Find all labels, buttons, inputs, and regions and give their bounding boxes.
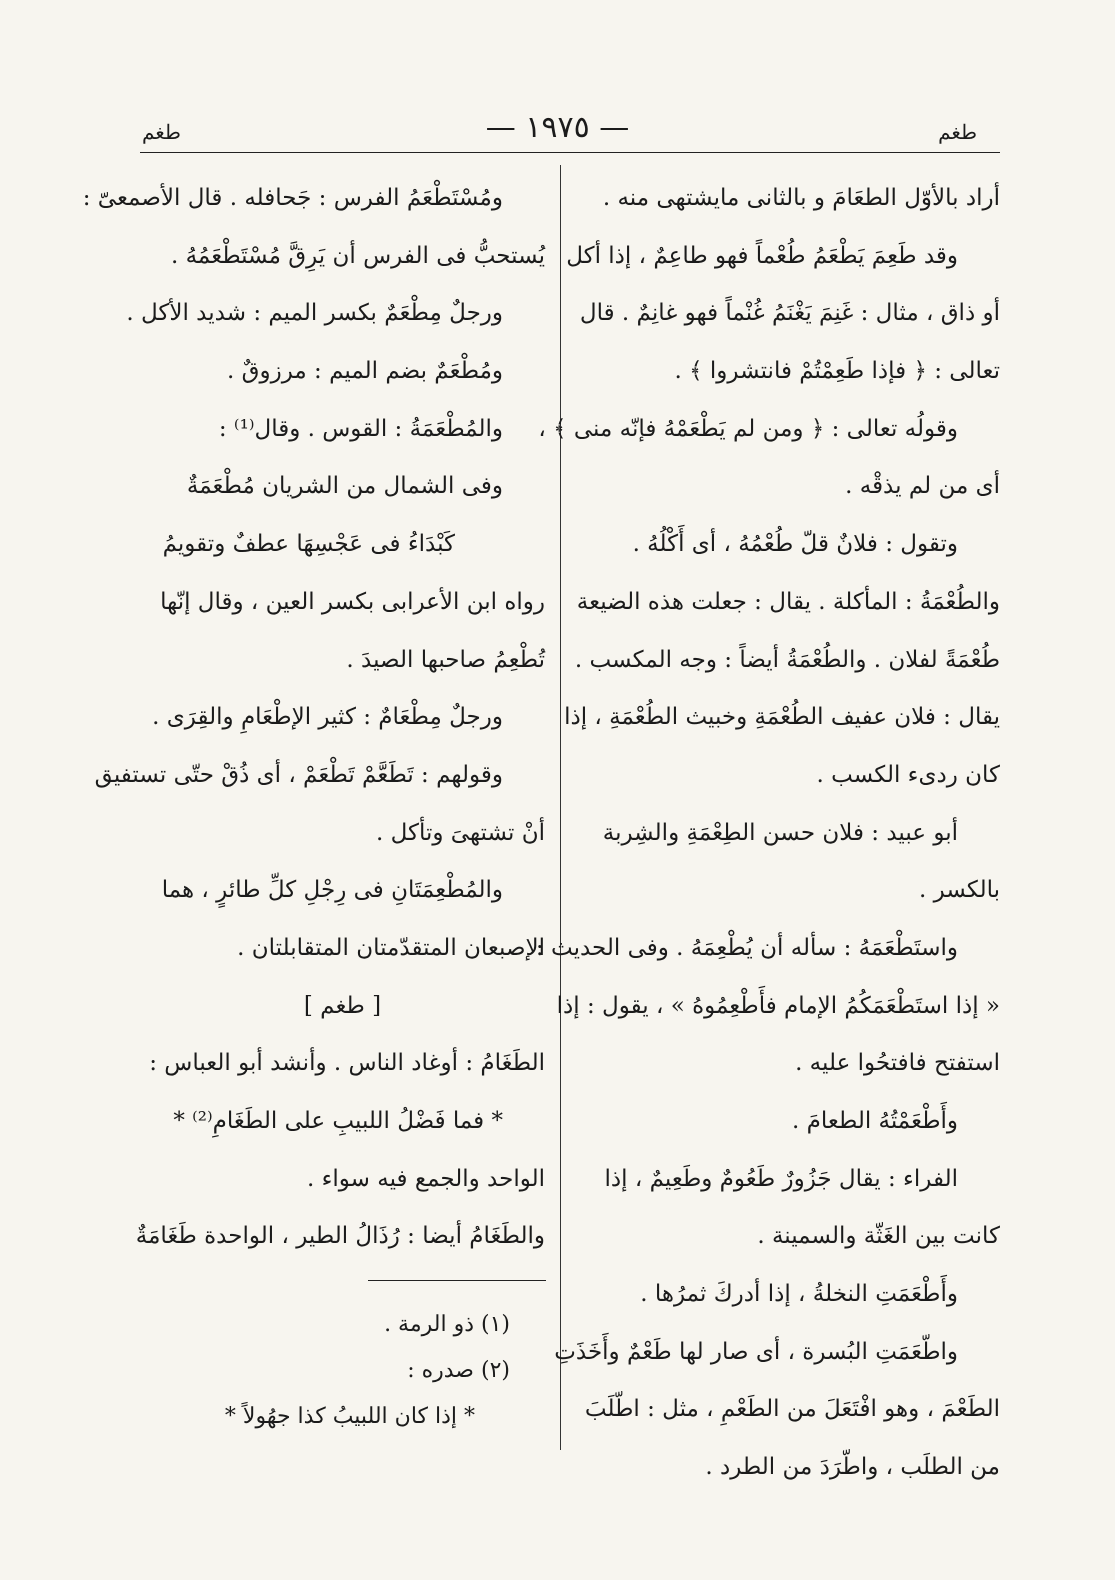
header-root-word-right: طغم — [938, 120, 977, 144]
text-line: يُستحبُّ فى الفرس أن يَرِقَّ مُسْتَطْعَمُهُ . — [170, 242, 545, 269]
text-line: الطَغَامُ : أوغاد الناس . وأنشد أبو العباس : — [149, 1050, 545, 1077]
text-line: الفراء : يقال جَزُورٌ طَعُومٌ وطَعِيمٌ ، إذا — [604, 1165, 958, 1192]
footnote-rule — [368, 1280, 546, 1281]
right-column — [535, 170, 1000, 1497]
footnote: (٢) صدره : — [407, 1358, 510, 1383]
text-line: أنْ تشتهىَ وتأكل . — [375, 819, 545, 846]
text-line: بالكسر . — [919, 877, 1000, 904]
text-line: تعالى : ﴿ فإذا طَعِمْتُمْ فانتشروا ﴾ . — [674, 358, 1000, 385]
verse-line: وفى الشمال من الشريان مُطْعَمَةٌ — [186, 473, 503, 500]
text-line: وأَطْعَمَتِ النخلةُ ، إذا أدركَ ثمرُها . — [640, 1281, 958, 1308]
text-line: والطُعْمَةُ : المأكلة . يقال : جعلت هذه الضيعة — [576, 588, 1000, 615]
text-line: « إذا استَطْعَمَكُمُ الإمام فأَطْعِمُوهُ » ، يقول : إذا — [556, 992, 1000, 1019]
text-line: رواه ابن الأعرابى بكسر العين ، وقال إنّها — [160, 588, 545, 615]
text-line: وأَطْعَمْتُهُ الطعامَ . — [791, 1108, 958, 1134]
verse-line: كَبْدَاءُ فى عَجْسِهَا عطفٌ وتقويمُ — [162, 531, 455, 558]
column-separator — [560, 165, 561, 1450]
text-line: كان ردىء الكسب . — [816, 761, 1000, 788]
text-line: أى من لم يذقْه . — [845, 473, 1000, 500]
text-line: أو ذاق ، مثال : غَنِمَ يَغْنَمُ غُنْماً فهو غانِمٌ . قال — [579, 300, 1000, 327]
text-line: والمُطْعِمَتَانِ فى رِجْلِ كلِّ طائرٍ ، هما — [161, 877, 503, 904]
text-line: ومُسْتَطْعَمُ الفرس : جَحافله . قال الأصمعىّ : — [82, 185, 503, 211]
footnotes — [140, 1302, 510, 1440]
text-line: وقولُه تعالى : ﴿ ومن لم يَطْعَمْهُ فإنّه منى ﴾ ، — [538, 415, 958, 442]
text-line: طُعْمَةً لفلان . والطُعْمَةُ أيضاً : وجه المكسب . — [574, 646, 1000, 673]
text-line: تُطْعِمُ صاحبها الصيدَ . — [346, 646, 545, 673]
text-line: الإصبعان المتقدّمتان المتقابلتان . — [237, 934, 545, 961]
text-line: أبو عبيد : فلان حسن الطِعْمَةِ والشِربة — [602, 819, 958, 846]
text-line: الطَعْمَ ، وهو افْتَعَلَ من الطَعْمِ ، مثل : اطّلَبَ — [584, 1396, 1000, 1423]
text-line: والمُطْعَمَةُ : القوس . وقال⁽¹⁾ : — [218, 415, 503, 442]
text-line: وقولهم : تَطَعَّمْ تَطْعَمْ ، أى ذُقْ حتّى تستفيق — [94, 761, 503, 788]
text-line: كانت بين الغَثّة والسمينة . — [757, 1223, 1000, 1250]
section-heading: [ طغم ] — [303, 992, 382, 1019]
verse-line: * فما فَضْلُ اللبيبِ على الطَغَامِ⁽²⁾ * — [173, 1108, 503, 1134]
text-line: استفتح فافتحُوا عليه . — [795, 1050, 1000, 1077]
text-line: واطّعَمَتِ البُسرة ، أى صار لها طَعْمٌ وأَخَذَتِ — [554, 1338, 958, 1365]
header-root-word-left: طغم — [142, 120, 181, 144]
text-line: يقال : فلان عفيف الطُعْمَةِ وخبيث الطُعْمَةِ ، إذا — [564, 704, 1000, 731]
footnote-verse: * إذا كان اللبيبُ كذا جهُولاً * — [224, 1404, 475, 1429]
text-line: وقد طَعِمَ يَطْعَمُ طُعْماً فهو طاعِمٌ ، إذا أكل — [566, 242, 958, 269]
text-line: والطَغَامُ أيضا : رُذَالُ الطير ، الواحدة طَغَامَةٌ — [135, 1223, 545, 1250]
text-line: ورجلٌ مِطْعَامٌ : كثير الإطْعَامِ والقِرَى . — [152, 704, 503, 731]
text-line: ومُطْعَمٌ بضم الميم : مرزوقٌ . — [227, 358, 503, 385]
text-line: واستَطْعَمَهُ : سأله أن يُطْعِمَهُ . وفى الحديث : — [535, 934, 958, 961]
text-line: من الطلَب ، واطّرَدَ من الطرد . — [705, 1454, 1000, 1481]
text-line: أراد بالأوّل الطعَامَ و بالثانى مايشتهى منه . — [602, 185, 1000, 211]
page-number: — ١٩٧٥ — — [485, 110, 630, 145]
text-line: وتقول : فلانٌ قلّ طُعْمُهُ ، أى أَكْلُهُ . — [632, 531, 958, 558]
text-line: الواحد والجمع فيه سواء . — [306, 1165, 545, 1192]
text-line: ورجلٌ مِطْعَمٌ بكسر الميم : شديد الأكل . — [126, 300, 503, 327]
footnote: (١) ذو الرمة . — [384, 1312, 510, 1337]
header-rule — [140, 152, 1000, 153]
left-column — [82, 170, 545, 1266]
